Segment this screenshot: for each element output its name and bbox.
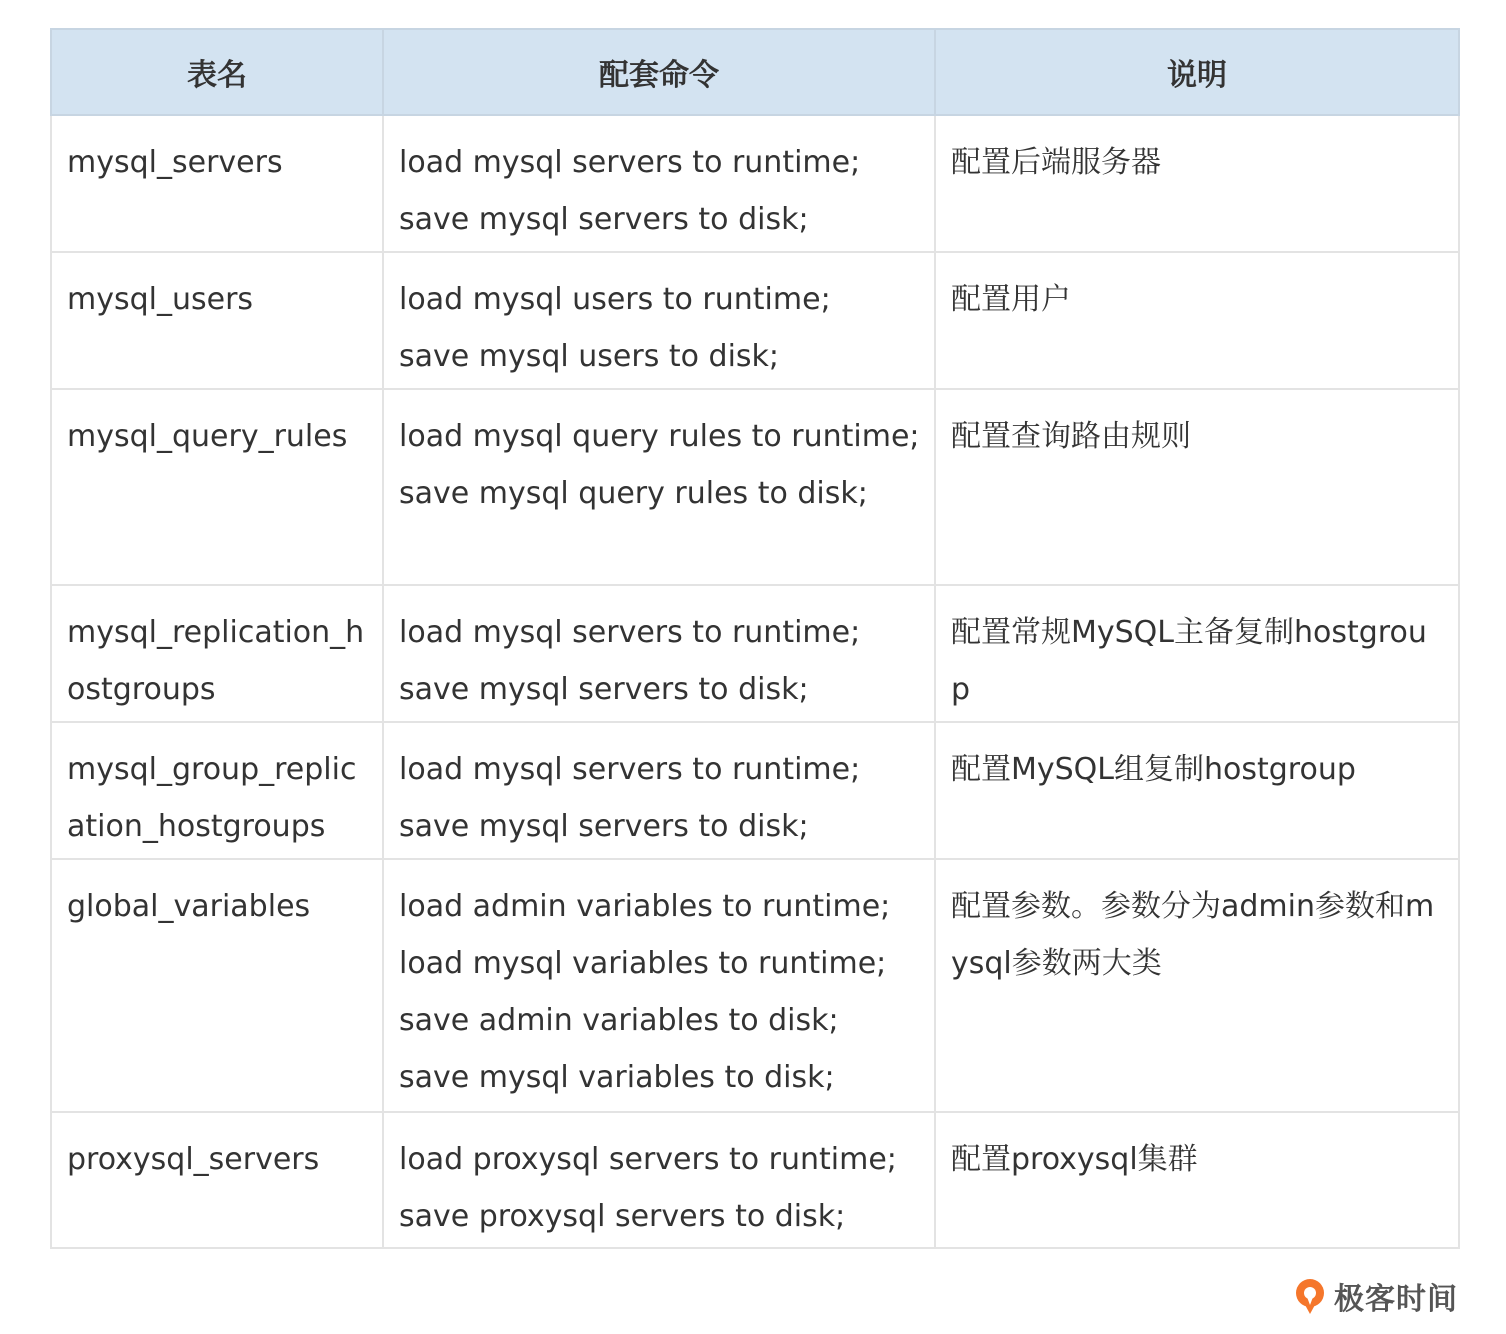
table-row [51, 252, 1459, 389]
cell-table-name: mysql_group_replication_hostgroups [51, 722, 383, 859]
table-row [51, 1112, 1459, 1248]
config-table [50, 28, 1460, 1249]
cell-commands [383, 1112, 935, 1248]
table-row [51, 389, 1459, 585]
cell-description: 配置查询路由规则 [935, 389, 1459, 585]
cell-table-name: proxysql_servers [51, 1112, 383, 1248]
cell-table-name: mysql_servers [51, 115, 383, 252]
cell-commands [383, 722, 935, 859]
command-line: load proxysql servers to runtime; [399, 1142, 897, 1177]
command-line: load admin variables to runtime; [399, 889, 891, 924]
header-commands: 配套命令 [383, 29, 935, 115]
command-line: load mysql query rules to runtime; [399, 419, 920, 454]
cell-commands [383, 585, 935, 722]
command-line: save mysql servers to disk; [399, 809, 809, 844]
command-line: load mysql servers to runtime; [399, 145, 861, 180]
command-line: save mysql query rules to disk; [399, 476, 868, 511]
command-line: save mysql servers to disk; [399, 202, 809, 237]
header-description: 说明 [935, 29, 1459, 115]
command-line: load mysql servers to runtime; [399, 615, 861, 650]
command-line: load mysql users to runtime; [399, 282, 831, 317]
cell-commands [383, 859, 935, 1112]
cell-table-name: global_variables [51, 859, 383, 1112]
header-table-name: 表名 [51, 29, 383, 115]
cell-description: 配置MySQL组复制hostgroup [935, 722, 1459, 859]
config-table-container [50, 28, 1458, 1249]
cell-table-name: mysql_replication_hostgroups [51, 585, 383, 722]
geektime-logo-icon [1292, 1277, 1328, 1315]
cell-description: 配置常规MySQL主备复制hostgroup [935, 585, 1459, 722]
command-line: save mysql variables to disk; [399, 1060, 835, 1095]
command-line: save proxysql servers to disk; [399, 1199, 846, 1234]
table-header-row [51, 29, 1459, 115]
table-row [51, 859, 1459, 1112]
table-row [51, 115, 1459, 252]
cell-description: 配置proxysql集群 [935, 1112, 1459, 1248]
brand-text: 极客时间 [1334, 1282, 1458, 1317]
cell-table-name: mysql_users [51, 252, 383, 389]
cell-commands [383, 252, 935, 389]
cell-commands [383, 389, 935, 585]
command-line: save mysql servers to disk; [399, 672, 809, 707]
command-line: save mysql users to disk; [399, 339, 780, 374]
command-line: load mysql servers to runtime; [399, 752, 861, 787]
command-line: save admin variables to disk; [399, 1003, 839, 1038]
cell-description: 配置参数。参数分为admin参数和mysql参数两大类 [935, 859, 1459, 1112]
brand-watermark [1292, 1274, 1458, 1318]
table-row [51, 585, 1459, 722]
cell-table-name: mysql_query_rules [51, 389, 383, 585]
command-line: load mysql variables to runtime; [399, 946, 887, 981]
cell-commands [383, 115, 935, 252]
cell-description: 配置用户 [935, 252, 1459, 389]
table-row [51, 722, 1459, 859]
cell-description: 配置后端服务器 [935, 115, 1459, 252]
